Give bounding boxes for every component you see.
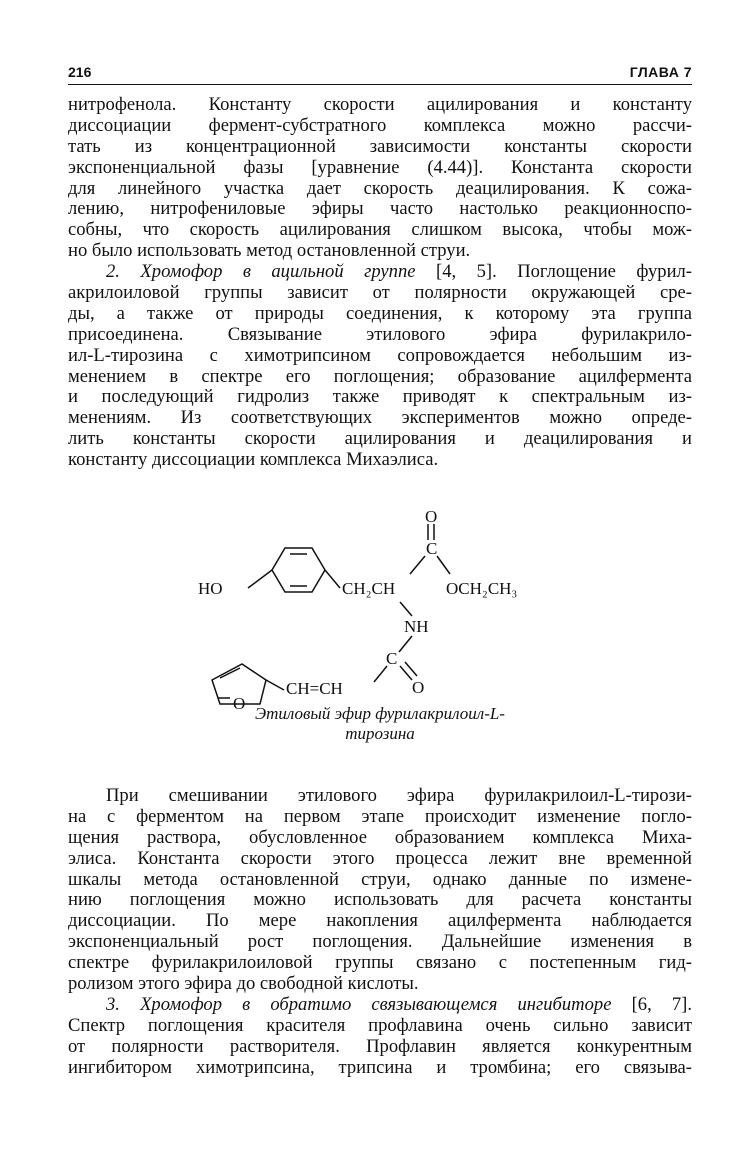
text-line — [68, 262, 692, 283]
text-line: тать из концентрационной зависимости константы скорости — [68, 135, 692, 157]
paragraph-1 — [68, 95, 692, 262]
chapter-title: ГЛАВА 7 — [629, 64, 692, 80]
text-line: и последующий гидролиз также приводят к спектральным из- — [68, 386, 692, 408]
text-line: для линейного участка дает скорость деацилирования. К сожа- — [68, 177, 692, 199]
caption-line: тирозина — [345, 724, 415, 743]
text-line: нитрофенола. Константу скорости ацилирования и константу — [68, 94, 692, 115]
structure-caption — [190, 704, 570, 744]
caption-line: Этиловый эфир фурилакрилоил-L- — [255, 704, 505, 723]
text-line: менениям. Из соответствующих экспериментов можно опреде- — [68, 407, 692, 429]
ester-group-label: OCH₂CH₃ — [446, 579, 518, 598]
text-line: ды, а также от природы соединения, к которому эта группа — [68, 302, 692, 324]
text-line: собны, что скорость ацилирования слишком высока, чтобы мож- — [68, 219, 692, 241]
paragraph-2 — [68, 262, 692, 471]
paragraph-4 — [68, 995, 692, 1079]
ho-label: HO — [198, 579, 223, 598]
paragraph-3 — [68, 786, 692, 995]
page-number: 216 — [68, 64, 92, 80]
text-line: присоединена. Связывание этилового эфира фурилакрило- — [68, 323, 692, 345]
text-line: элиса. Константа скорости этого процесса лежит вне временной — [68, 847, 692, 869]
text-line: экспоненциальной фазы [уравнение (4.44)]. Константа скорости — [68, 156, 692, 178]
text-line — [68, 995, 692, 1016]
text-block-bottom — [68, 786, 692, 1078]
carbonyl-oxygen-label: O — [425, 508, 438, 526]
ch2ch-label: CH₂CH — [342, 579, 396, 598]
text-line: константу диссоциации комплекса Михаэлиса. — [68, 449, 439, 471]
vinyl-label: CH=CH — [286, 679, 343, 698]
text-line: но было использовать метод остановленной струи. — [68, 240, 471, 262]
text-line: щения раствора, обусловленное образованием комплекса Миха- — [68, 826, 692, 848]
text-line: на с ферментом на первом этапе происходит изменение погло- — [68, 805, 692, 827]
header-rule — [68, 84, 692, 85]
text-line: менением в спектре его поглощения; образование ацилфермента — [68, 365, 692, 387]
amide-carbon-label: C — [386, 649, 398, 668]
section-heading: 3. Хромофор в обратимо связывающемся ингибиторе — [106, 993, 612, 1015]
text-line: нию поглощения можно использовать для расчета константы — [68, 889, 692, 911]
reference-text: [4, 5]. Поглощение фурил- — [415, 261, 692, 283]
text-line: спектре фурилакрилоиловой группы связано с постепенным гид- — [68, 952, 692, 974]
text-line: экспоненциальный рост поглощения. Дальнейшие изменения в — [68, 931, 692, 953]
text-line: ролизом этого эфира до свободной кислоты. — [68, 973, 419, 995]
carbonyl-carbon-label: C — [426, 539, 438, 558]
text-line: лить константы скорости ацилирования и деацилирования и — [68, 428, 692, 450]
amide-oxygen-label: O — [412, 678, 425, 697]
text-block-top — [68, 95, 692, 471]
reference-text: [6, 7]. — [611, 993, 692, 1015]
text-line: При смешивании этилового эфира фурилакрилоил-L-тирози- — [106, 785, 692, 806]
text-line: ил-L-тирозина с химотрипсином сопровождается небольшим из- — [68, 344, 692, 366]
text-line: Спектр поглощения красителя профлавина очень сильно зависит — [68, 1014, 692, 1036]
section-heading: 2. Хромофор в ацильной группе — [106, 261, 416, 283]
text-line: акрилоиловой группы зависит от полярности окружающей сре- — [68, 282, 692, 304]
text-line: от полярности растворителя. Профлавин является конкурентным — [68, 1035, 692, 1057]
furan-oxygen-label: O — [233, 694, 246, 713]
text-line: диссоциации. По мере накопления ацилфермента наблюдается — [68, 910, 692, 932]
text-line: шкалы метода остановленной струи, однако данные по измене- — [68, 868, 692, 890]
page-header — [68, 64, 692, 84]
text-line: лению, нитрофениловые эфиры часто настолько реакционноспо- — [68, 198, 692, 220]
text-line: ингибитором химотрипсина, трипсина и тромбина; его связыва- — [68, 1056, 692, 1078]
nh-label: NH — [404, 617, 429, 636]
text-line: диссоциации фермент-субстратного комплекса можно рассчи- — [68, 114, 692, 136]
